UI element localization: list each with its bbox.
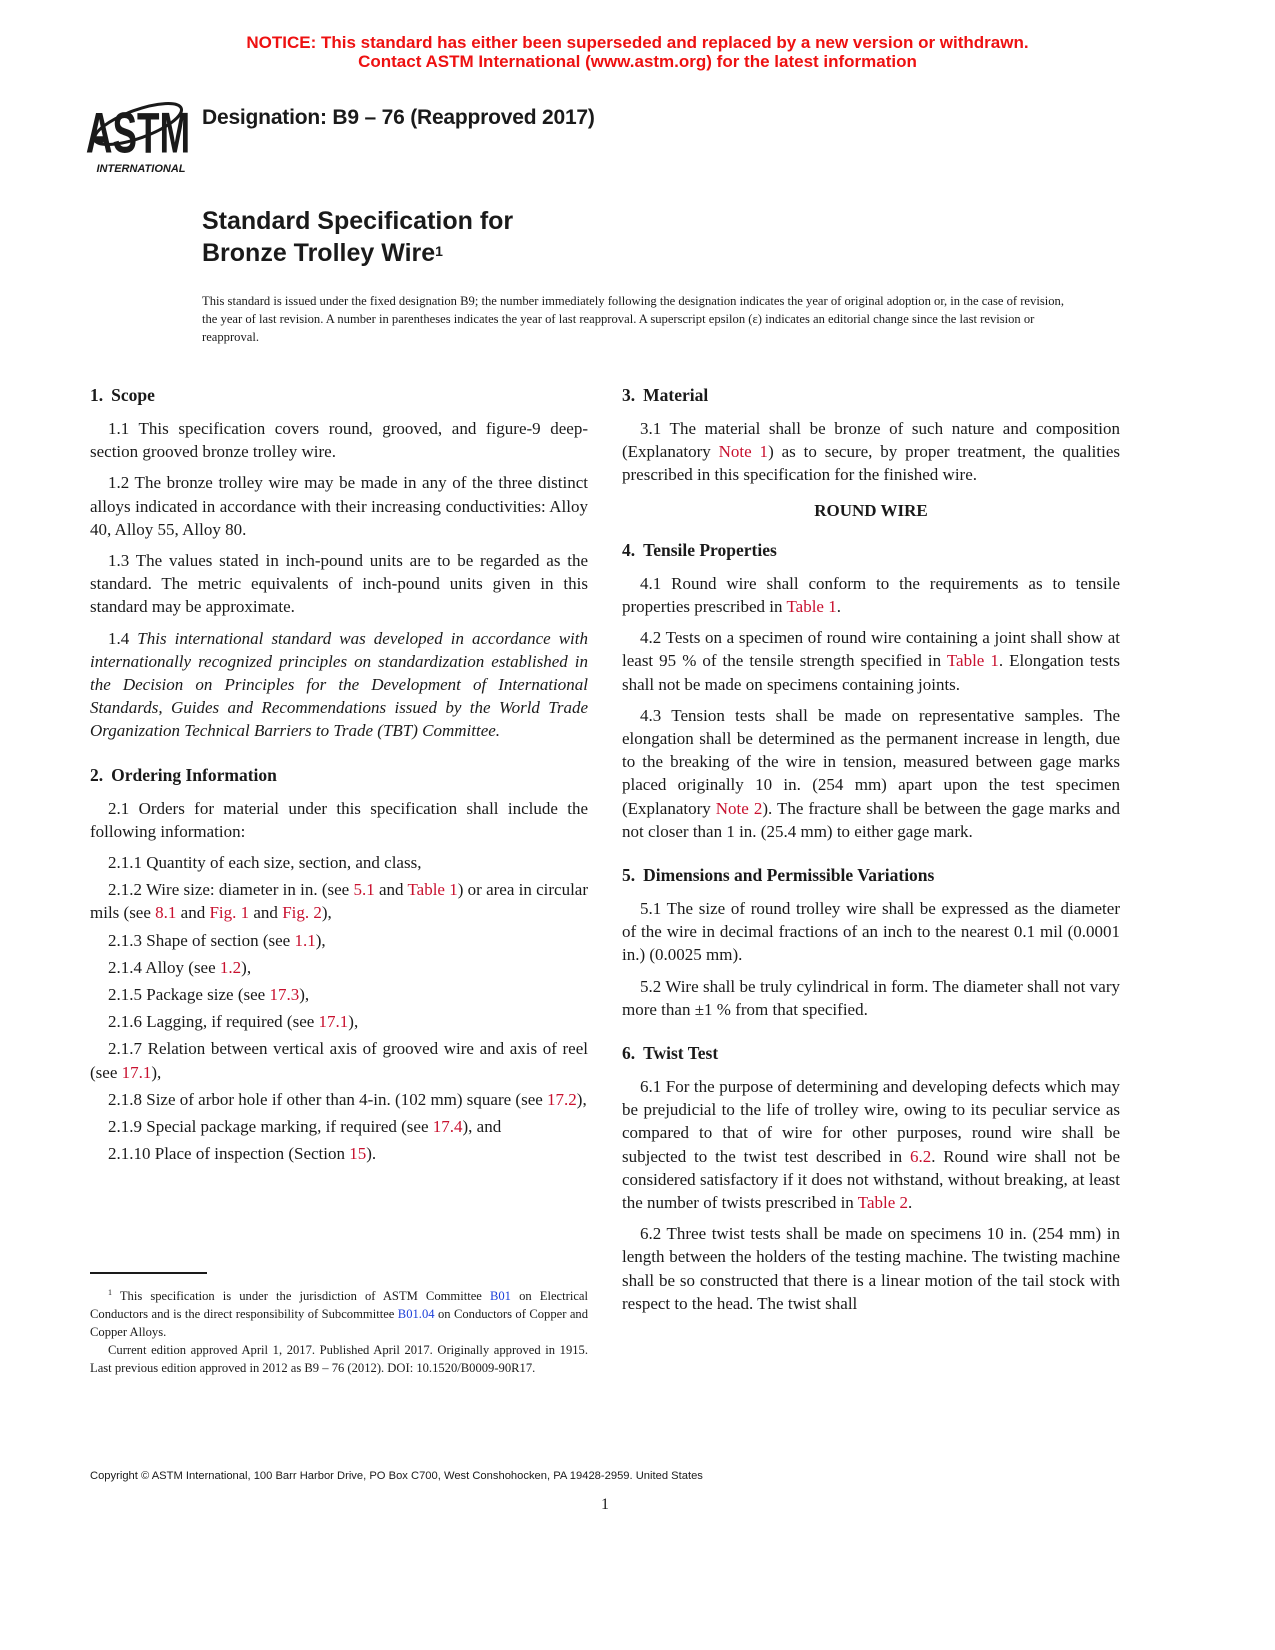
issuance-statement: This standard is issued under the fixed designation B9; the number immediately following the designation indicates the year of original adoption or, in the case of revision, the year of last revision. A number in parentheses indicates the year of last reapproval. A superscript epsilon (ε) indicates an editorial change since the last revision or reapproval. <box>202 294 1064 344</box>
para-1-2: 1.2 The bronze trolley wire may be made in any of the three distinct alloys indicated in accordance with their increasing conductivities: Alloy 40, Alloy 55, Alloy 80. <box>90 473 588 539</box>
para-2-1-7: 2.1.7 Relation between vertical axis of grooved wire and axis of reel (see 17.1), <box>90 1039 588 1082</box>
astm-logo-icon <box>86 80 196 176</box>
ref-fig-2[interactable]: Fig. 2 <box>282 903 322 923</box>
notice-line-1: NOTICE: This standard has either been superseded and replaced by a new version or withdrawn. <box>246 33 1029 52</box>
para-5-1: 5.1 The size of round trolley wire shall be expressed as the diameter of the wire in decimal fractions of an inch to the nearest 0.1 mil (0.0001 in.) (0.0025 mm). <box>622 899 1120 965</box>
para-2-1-1: 2.1.1 Quantity of each size, section, and class, <box>108 853 422 873</box>
para-2-1-3: 2.1.3 Shape of section (see 1.1), <box>108 930 326 950</box>
para-1-3: 1.3 The values stated in inch-pound units are to be regarded as the standard. The metric equivalents of inch-pound units given in this standard may be approximate. <box>90 551 588 617</box>
section-3-heading: 3. Material <box>622 385 709 405</box>
footnote-1: $^1$ This specification is under the jurisdiction of ASTM Committee B01 on Electrical Conductors and is the direct responsibility of Subcommittee B01.04 on Conductors of Copper and Copper Alloys. <box>90 1288 589 1340</box>
right-column <box>622 383 1120 1323</box>
ref-table-1[interactable]: Table 1 <box>946 651 999 671</box>
svg-text:INTERNATIONAL: INTERNATIONAL <box>96 163 186 175</box>
ref-17-1[interactable]: 17.1 <box>121 1062 152 1082</box>
designation: Designation: B9 – 76 (Reapproved 2017) <box>202 106 595 129</box>
ref-table-2[interactable]: Table 2 <box>857 1193 909 1213</box>
ref-8-1[interactable]: 8.1 <box>155 903 177 923</box>
ref-table-1[interactable]: Table 1 <box>786 597 837 617</box>
subcommittee-b01-04-link[interactable]: B01.04 <box>397 1307 435 1322</box>
para-2-1-5: 2.1.5 Package size (see 17.3), <box>108 985 310 1005</box>
section-6-heading: 6. Twist Test <box>622 1043 719 1064</box>
left-column <box>90 383 588 1169</box>
para-4-2: 4.2 Tests on a specimen of round wire containing a joint shall show at least 95 % of the tensile strength specified in Table 1. Elongation tests shall not be made on specimens containing joints. <box>622 628 1120 694</box>
supersede-notice <box>0 33 1275 71</box>
title-line-1: Standard Specification for <box>202 207 514 235</box>
para-2-1-10: 2.1.10 Place of inspection (Section 15). <box>108 1144 377 1164</box>
para-3-1: 3.1 The material shall be bronze of such nature and composition (Explanatory Note 1) as to secure, by proper treatment, the qualities prescribed in this specification for the finished wire. <box>622 419 1120 485</box>
para-6-1: 6.1 For the purpose of determining and developing defects which may be prejudicial to the life of trolley wire, owing to its peculiar service as compared to that of wire for other purposes, round wire shall be subjected to the twist test described in 6.2. Round wire shall not be considered satisfactory if it does not withstand, without breaking, at least the number of twists prescribed in Table 2. <box>622 1077 1121 1213</box>
ref-1-1[interactable]: 1.1 <box>294 930 316 950</box>
ref-1-2[interactable]: 1.2 <box>219 957 242 977</box>
para-1-4: 1.4 This international standard was developed in accordance with internationally recognized principles on standardization established in the Decision on Principles for the Development of International Standards, Guides and Recommendations issued by the World Trade Organization Technical Barriers to Trade (TBT) Committee. <box>90 628 588 741</box>
section-4-heading: 4. Tensile Properties <box>622 539 777 560</box>
ref-note-1[interactable]: Note 1 <box>718 442 769 462</box>
footnote-divider <box>90 1272 207 1274</box>
para-2-1-2: 2.1.2 Wire size: diameter in in. (see 5.1 and Table 1) or area in circular mils (see 8.1 and Fig. 1 and Fig. 2), <box>90 880 588 923</box>
committee-b01-link[interactable]: B01 <box>489 1289 511 1304</box>
svg-text:ASTM: ASTM <box>86 101 191 166</box>
footnote-edition: Current edition approved April 1, 2017. Published April 2017. Originally approved in 1915. Last previous edition approved in 2012 as B9 – 76 (2012). DOI: 10.1520/B0009-90R17. <box>90 1343 588 1376</box>
para-5-2: 5.2 Wire shall be truly cylindrical in form. The diameter shall not vary more than ±1 % from that specified. <box>622 976 1120 1019</box>
title-line-2: Bronze Trolley Wire$^1$ <box>202 239 443 267</box>
para-4-1: 4.1 Round wire shall conform to the requirements as to tensile properties prescribed in Table 1. <box>622 573 1120 617</box>
title-footnote-mark[interactable]: 1 <box>435 243 443 259</box>
para-1-1: 1.1 This specification covers round, grooved, and figure-9 deep-section grooved bronze trolley wire. <box>90 419 588 462</box>
ref-17-1[interactable]: 17.1 <box>318 1012 349 1032</box>
ref-17-4[interactable]: 17.4 <box>432 1117 463 1137</box>
ref-fig-1[interactable]: Fig. 1 <box>209 903 250 923</box>
section-2-heading: 2. Ordering Information <box>90 764 277 785</box>
ref-17-3[interactable]: 17.3 <box>269 985 300 1005</box>
page-number: 1 <box>601 1496 609 1513</box>
page-title <box>202 205 513 269</box>
para-2-1-6: 2.1.6 Lagging, if required (see 17.1), <box>108 1012 359 1032</box>
notice-line-2: Contact ASTM International (www.astm.org) for the latest information <box>358 52 917 71</box>
para-4-3: 4.3 Tension tests shall be made on representative samples. The elongation shall be determined as the permanent increase in length, due to the breaking of the wire in tension, measured between gage marks placed originally 10 in. (254 mm) apart upon the test specimen (Explanatory Note 2). The fracture shall be between the gage marks and not closer than 1 in. (25.4 mm) to either gage mark. <box>622 705 1121 841</box>
para-2-1: 2.1 Orders for material under this specification shall include the following information: <box>90 798 588 841</box>
ref-6-2[interactable]: 6.2 <box>909 1146 932 1166</box>
section-5-heading: 5. Dimensions and Permissible Variations <box>622 865 935 886</box>
para-2-1-8: 2.1.8 Size of arbor hole if other than 4-in. (102 mm) square (see 17.2), <box>108 1089 587 1109</box>
ref-section-15[interactable]: 15 <box>349 1144 367 1164</box>
section-1-heading: 1. Scope <box>90 385 155 405</box>
footnote <box>90 1284 588 1377</box>
para-2-1-9: 2.1.9 Special package marking, if required (see 17.4), and <box>108 1117 502 1137</box>
ref-5-1[interactable]: 5.1 <box>353 880 375 900</box>
ref-note-2[interactable]: Note 2 <box>715 798 763 818</box>
para-6-2: 6.2 Three twist tests shall be made on specimens 10 in. (254 mm) in length between the holders of the testing machine. The twisting machine shall be so constructed that there is a linear motion of the tail stock with respect to the head. The twist shall <box>622 1224 1120 1313</box>
copyright-line: Copyright © ASTM International, 100 Barr Harbor Drive, PO Box C700, West Conshohocken, PA 19428-2959. United States <box>90 1470 703 1482</box>
ref-17-2[interactable]: 17.2 <box>547 1089 577 1109</box>
ref-table-1[interactable]: Table 1 <box>407 880 458 900</box>
para-2-1-4: 2.1.4 Alloy (see 1.2), <box>108 957 252 977</box>
round-wire-heading: ROUND WIRE <box>814 500 928 520</box>
